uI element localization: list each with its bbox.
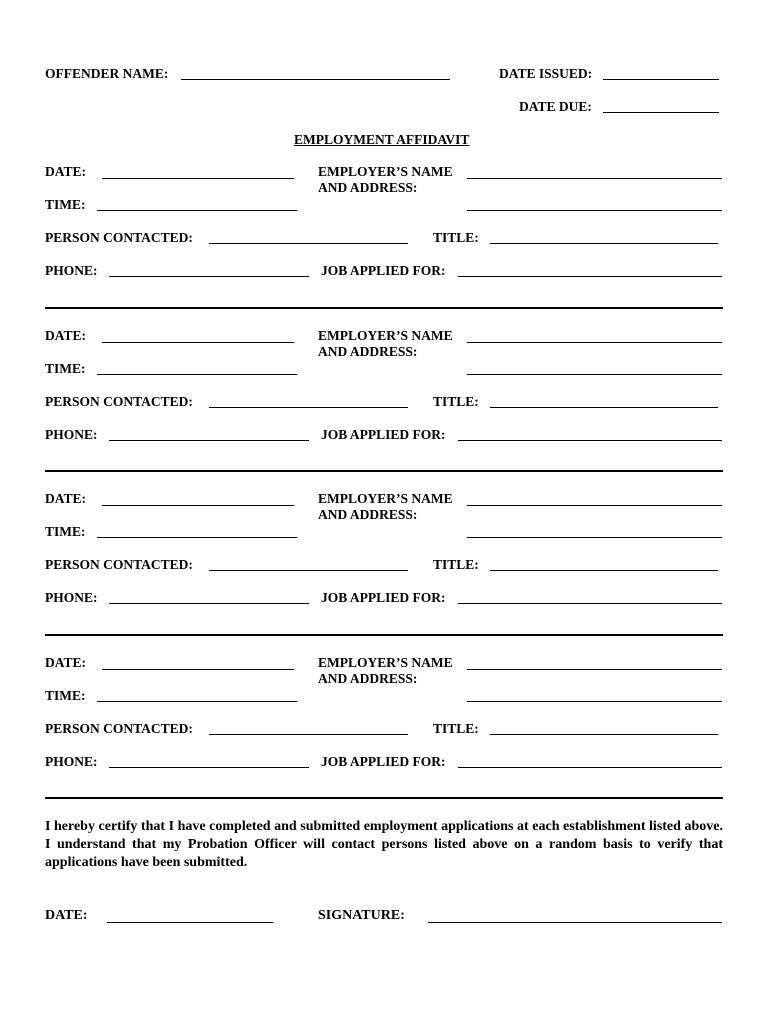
employer-address-label: AND ADDRESS: [318, 344, 418, 359]
person-contacted-field[interactable] [209, 407, 408, 408]
job-applied-label: JOB APPLIED FOR: [321, 263, 446, 278]
person-contacted-label: PERSON CONTACTED: [45, 230, 193, 245]
title-label: TITLE: [433, 230, 479, 245]
time-label: TIME: [45, 361, 86, 376]
employer-address-label: AND ADDRESS: [318, 507, 418, 522]
employer-address-field[interactable] [467, 210, 722, 211]
offender-name-field[interactable] [181, 79, 450, 80]
footer-date-field[interactable] [107, 922, 273, 923]
section-divider [45, 470, 723, 472]
employer-address-label: AND ADDRESS: [318, 671, 418, 686]
employer-address-label: AND ADDRESS: [318, 180, 418, 195]
certification-statement: I hereby certify that I have completed and submitted employment applications at each establishment listed above. I understand that my Probation Officer will contact persons listed above on a random basis to verify that applications have been submitted. [45, 819, 723, 870]
section-divider [45, 797, 723, 799]
phone-field[interactable] [109, 603, 309, 604]
job-applied-field[interactable] [458, 603, 722, 604]
job-applied-field[interactable] [458, 276, 722, 277]
date-due-field[interactable] [603, 112, 719, 113]
phone-label: PHONE: [45, 754, 98, 769]
phone-field[interactable] [109, 767, 309, 768]
date-field[interactable] [102, 505, 294, 506]
date-field[interactable] [102, 342, 294, 343]
date-field[interactable] [102, 669, 294, 670]
time-field[interactable] [97, 374, 297, 375]
title-field[interactable] [490, 407, 718, 408]
time-label: TIME: [45, 688, 86, 703]
job-applied-label: JOB APPLIED FOR: [321, 754, 446, 769]
person-contacted-field[interactable] [209, 734, 408, 735]
title-label: TITLE: [433, 394, 479, 409]
job-applied-label: JOB APPLIED FOR: [321, 427, 446, 442]
title-field[interactable] [490, 243, 718, 244]
signature-field[interactable] [428, 922, 722, 923]
employer-name-field[interactable] [467, 669, 722, 670]
phone-field[interactable] [109, 276, 309, 277]
person-contacted-label: PERSON CONTACTED: [45, 557, 193, 572]
person-contacted-field[interactable] [209, 243, 408, 244]
title-field[interactable] [490, 570, 718, 571]
section-divider [45, 307, 723, 309]
time-label: TIME: [45, 197, 86, 212]
employer-name-label: EMPLOYER’S NAME [318, 164, 453, 179]
employer-name-field[interactable] [467, 505, 722, 506]
title-label: TITLE: [433, 721, 479, 736]
employer-entry-2 [0, 326, 770, 466]
date-field[interactable] [102, 178, 294, 179]
employer-entry-3 [0, 489, 770, 629]
date-due-label: DATE DUE: [519, 99, 592, 114]
time-field[interactable] [97, 537, 297, 538]
date-label: DATE: [45, 328, 87, 343]
date-label: DATE: [45, 164, 87, 179]
date-issued-label: DATE ISSUED: [499, 66, 593, 81]
employer-name-label: EMPLOYER’S NAME [318, 491, 453, 506]
employer-name-label: EMPLOYER’S NAME [318, 655, 453, 670]
date-issued-field[interactable] [603, 79, 719, 80]
offender-name-label: OFFENDER NAME: [45, 66, 169, 81]
employer-name-field[interactable] [467, 342, 722, 343]
employer-address-field[interactable] [467, 374, 722, 375]
title-label: TITLE: [433, 557, 479, 572]
phone-field[interactable] [109, 440, 309, 441]
employer-address-field[interactable] [467, 701, 722, 702]
phone-label: PHONE: [45, 590, 98, 605]
phone-label: PHONE: [45, 427, 98, 442]
employer-address-field[interactable] [467, 537, 722, 538]
person-contacted-label: PERSON CONTACTED: [45, 721, 193, 736]
signature-label: SIGNATURE: [318, 908, 405, 923]
person-contacted-field[interactable] [209, 570, 408, 571]
title-field[interactable] [490, 734, 718, 735]
time-field[interactable] [97, 210, 297, 211]
employer-entry-4 [0, 653, 770, 793]
employer-name-label: EMPLOYER’S NAME [318, 328, 453, 343]
time-field[interactable] [97, 701, 297, 702]
phone-label: PHONE: [45, 263, 98, 278]
job-applied-field[interactable] [458, 440, 722, 441]
form-title: EMPLOYMENT AFFIDAVIT [294, 132, 470, 147]
person-contacted-label: PERSON CONTACTED: [45, 394, 193, 409]
employer-name-field[interactable] [467, 178, 722, 179]
job-applied-label: JOB APPLIED FOR: [321, 590, 446, 605]
time-label: TIME: [45, 524, 86, 539]
employer-entry-1 [0, 162, 770, 302]
date-label: DATE: [45, 491, 87, 506]
job-applied-field[interactable] [458, 767, 722, 768]
footer-date-label: DATE: [45, 908, 88, 923]
section-divider [45, 634, 723, 636]
date-label: DATE: [45, 655, 87, 670]
